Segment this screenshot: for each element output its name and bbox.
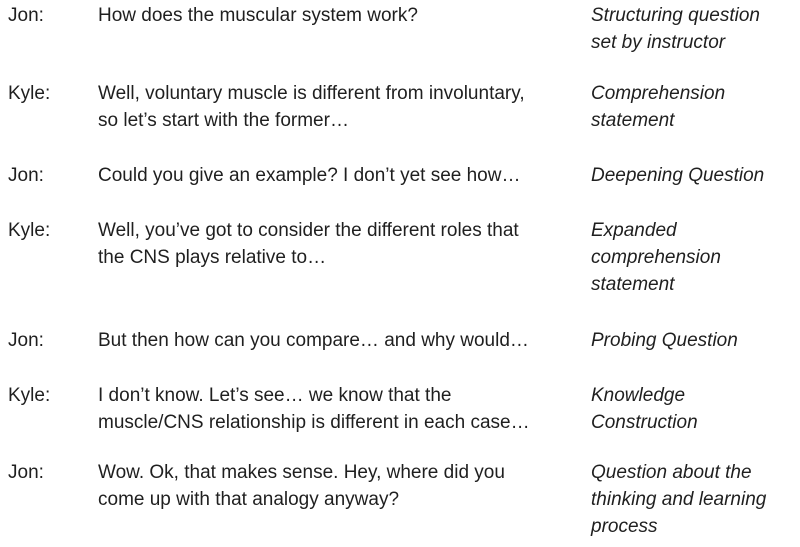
utterance-line: But then how can you compare… and why would… bbox=[98, 330, 529, 351]
utterance-line: Well, voluntary muscle is different from involuntary, bbox=[98, 83, 525, 104]
annotation-line: statement bbox=[591, 110, 675, 131]
utterance-line: Could you give an example? I don’t yet see how… bbox=[98, 165, 521, 186]
annotation-label bbox=[591, 459, 796, 540]
utterance-text bbox=[98, 459, 580, 513]
speaker-label: Kyle: bbox=[8, 385, 51, 406]
speaker-label: Jon: bbox=[8, 5, 44, 26]
speaker-label: Jon: bbox=[8, 165, 44, 186]
utterance-text bbox=[98, 327, 580, 354]
annotation-line: thinking and learning bbox=[591, 489, 767, 510]
speaker-label: Jon: bbox=[8, 462, 44, 483]
annotation-line: Comprehension bbox=[591, 83, 726, 104]
annotation-line: Expanded bbox=[591, 220, 677, 241]
annotation-label bbox=[591, 327, 796, 354]
utterance-line: I don’t know. Let’s see… we know that the bbox=[98, 385, 452, 406]
annotation-line: Deepening Question bbox=[591, 165, 765, 186]
annotation-label bbox=[591, 217, 796, 298]
annotation-label bbox=[591, 2, 796, 56]
utterance-text bbox=[98, 162, 580, 189]
utterance-text bbox=[98, 217, 580, 271]
utterance-line: How does the muscular system work? bbox=[98, 5, 418, 26]
utterance-line: muscle/CNS relationship is different in each case… bbox=[98, 412, 530, 433]
annotation-line: Structuring question bbox=[591, 5, 760, 26]
speaker-label: Jon: bbox=[8, 330, 44, 351]
annotation-line: set by instructor bbox=[591, 32, 726, 53]
speaker-label: Kyle: bbox=[8, 220, 51, 241]
annotation-label bbox=[591, 162, 796, 189]
annotation-label bbox=[591, 382, 796, 436]
utterance-text bbox=[98, 382, 580, 436]
annotation-label bbox=[591, 80, 796, 134]
utterance-line: Wow. Ok, that makes sense. Hey, where did you bbox=[98, 462, 505, 483]
annotation-line: comprehension bbox=[591, 247, 721, 268]
utterance-text bbox=[98, 2, 580, 29]
annotation-line: Question about the bbox=[591, 462, 752, 483]
utterance-line: so let’s start with the former… bbox=[98, 110, 349, 131]
utterance-line: Well, you’ve got to consider the different roles that bbox=[98, 220, 519, 241]
speaker-label: Kyle: bbox=[8, 83, 51, 104]
annotation-line: statement bbox=[591, 274, 675, 295]
annotation-line: Knowledge bbox=[591, 385, 686, 406]
utterance-text bbox=[98, 80, 580, 134]
utterance-line: come up with that analogy anyway? bbox=[98, 489, 400, 510]
annotation-line: Probing Question bbox=[591, 330, 738, 351]
annotation-line: process bbox=[591, 516, 658, 537]
annotation-line: Construction bbox=[591, 412, 698, 433]
utterance-line: the CNS plays relative to… bbox=[98, 247, 327, 268]
